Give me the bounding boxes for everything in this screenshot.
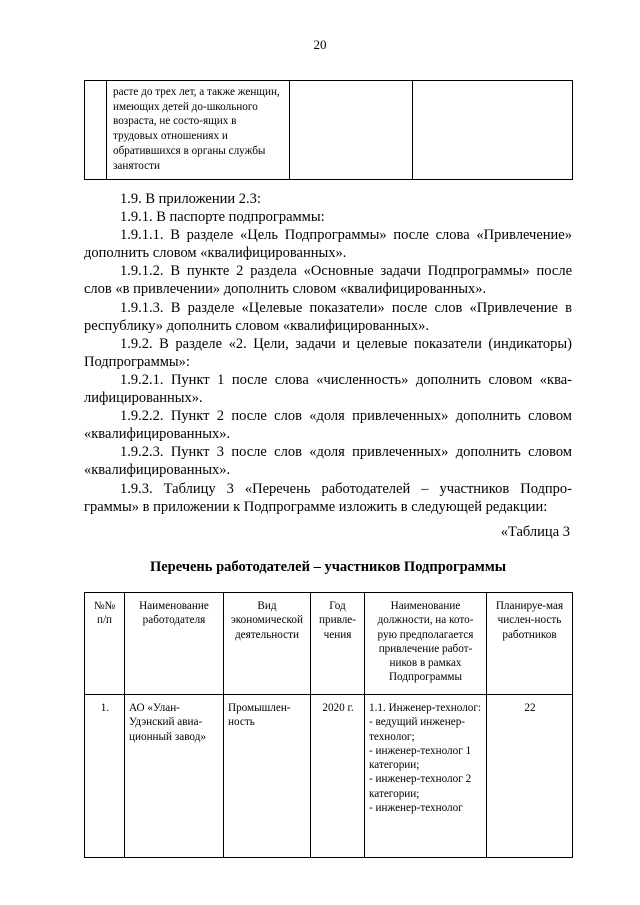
- paragraph: 1.9.1.3. В разделе «Целевые показатели» после слов «Привлечение в республику» дополнить словом «квалифицированных».: [84, 299, 572, 334]
- continued-table-text-cell: [107, 81, 290, 180]
- header-year: Год привле-чения: [311, 593, 365, 695]
- table-reference: «Таблица 3: [500, 524, 570, 540]
- paragraph: 1.9.3. Таблицу 3 «Перечень работодателей – участников Подпро-граммы» в приложении к Подпрограмме изложить в следующей редакции:: [84, 480, 572, 515]
- cell-count: 22: [487, 695, 573, 858]
- paragraph: 1.9.1.2. В пункте 2 раздела «Основные задачи Подпрограммы» после слов «в привлечении» дополнить словом «квалифицированных».: [84, 263, 572, 298]
- cell-positions: [365, 695, 487, 858]
- position-line: - ведущий инженер-технолог;: [369, 716, 466, 743]
- cell-activity: Промышлен-ность: [224, 695, 311, 858]
- header-number: №№ п/п: [85, 593, 125, 695]
- paragraph: 1.9.2.1. Пункт 1 после слова «численность» дополнить словом «ква-лифицированных».: [84, 371, 572, 407]
- page-number: 20: [313, 37, 327, 52]
- continued-table-text: расте до трех лет, а также женщин, имеющих детей до-школьного возраста, не состо-ящих в трудовых отношениях и обратившихся в органы службы занятости: [113, 86, 280, 172]
- cell-year: 2020 г.: [311, 695, 365, 858]
- paragraph: 1.9.1. В паспорте подпрограммы:: [120, 209, 325, 226]
- paragraph: 1.9.2.3. Пункт 3 после слов «доля привлеченных» дополнить словом «квалифицированных».: [84, 444, 572, 479]
- table-row: [85, 695, 573, 858]
- continued-table-empty-cell: [85, 81, 107, 180]
- continued-table-empty-cell: [413, 81, 573, 180]
- header-activity: Вид экономической деятельности: [224, 593, 311, 695]
- header-count: Планируе-мая числен-ность работников: [487, 593, 573, 695]
- cell-number: 1.: [85, 695, 125, 858]
- table-header-row: [85, 593, 573, 695]
- header-employer: Наименование работодателя: [125, 593, 224, 695]
- position-line: - инженер-технолог 2 категории;: [369, 773, 472, 800]
- table-title: Перечень работодателей – участников Подпрограммы: [149, 559, 507, 575]
- position-line: - инженер-технолог 1 категории;: [369, 744, 472, 772]
- cell-employer: АО «Улан-Удэнский авиа-ционный завод»: [125, 695, 224, 858]
- continued-table-empty-cell: [290, 81, 413, 180]
- amendment-text: [84, 190, 572, 516]
- position-line: 1.1. Инженер-технолог:: [369, 702, 482, 714]
- position-line: - инженер-технолог: [369, 802, 463, 815]
- paragraph: 1.9. В приложении 2.3:: [120, 191, 261, 207]
- employers-table: [84, 592, 573, 858]
- header-position: Наименование должности, на кото-рую предполагается привлечение работ-ников в рамках Подпрограммы: [365, 593, 487, 695]
- paragraph: 1.9.2.2. Пункт 2 после слов «доля привлеченных» дополнить словом «квалифицированных».: [84, 408, 572, 443]
- continued-table: [84, 80, 573, 180]
- paragraph: 1.9.2. В разделе «2. Цели, задачи и целевые показатели (индикаторы) Подпрограммы»:: [84, 335, 572, 370]
- paragraph: 1.9.1.1. В разделе «Цель Подпрограммы» после слова «Привлечение» дополнить словом «квалифицированных».: [84, 227, 572, 262]
